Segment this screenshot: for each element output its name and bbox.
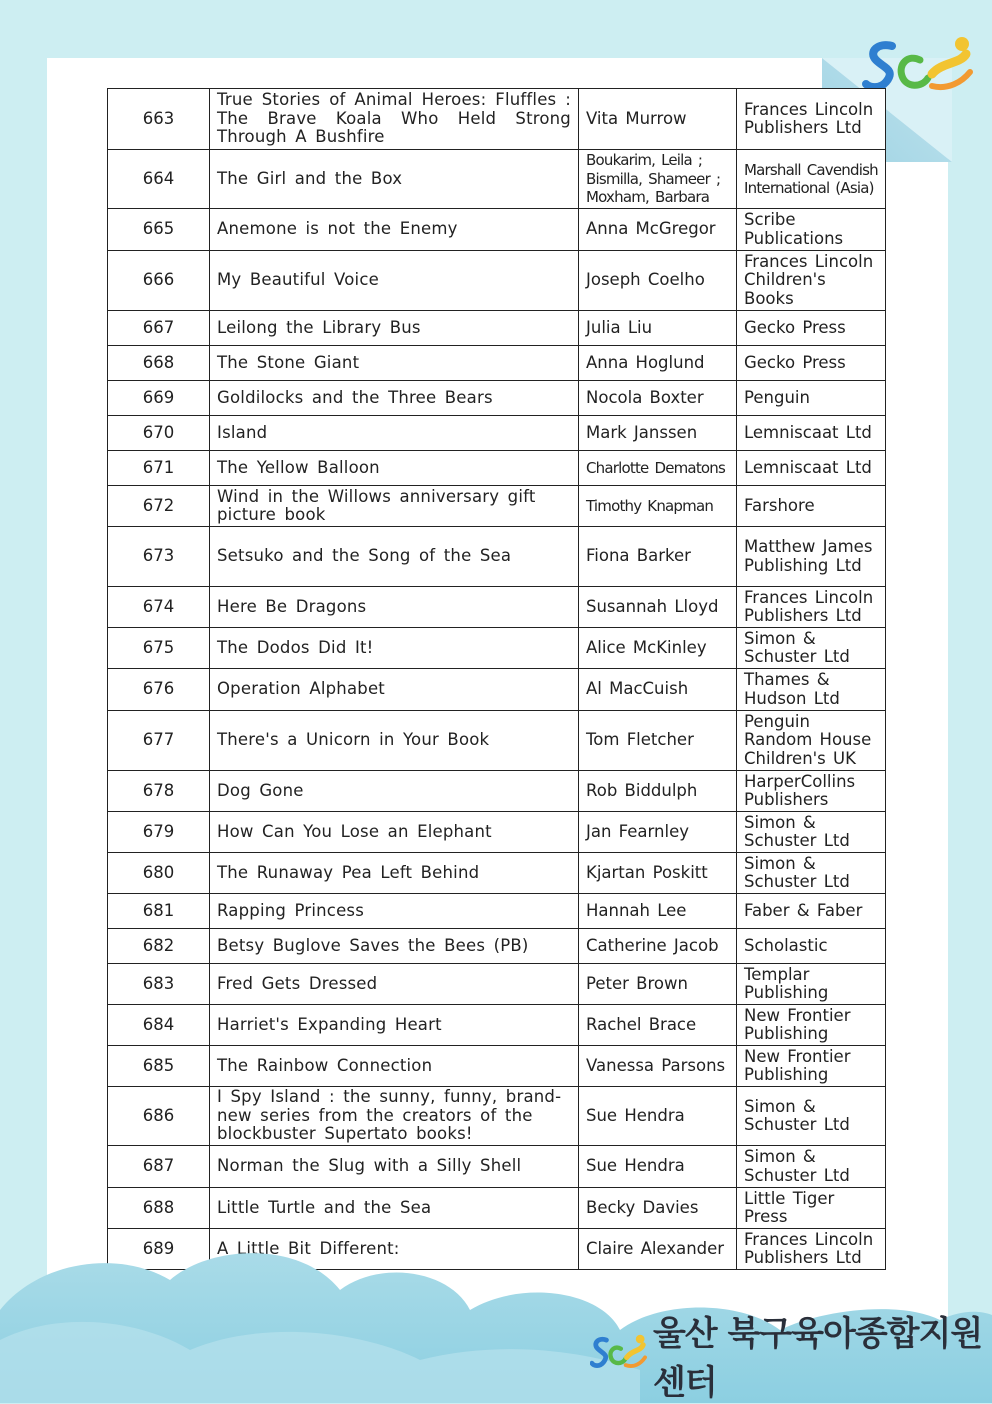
book-publisher: Frances Lincoln Publishers Ltd <box>737 1229 886 1270</box>
table-row <box>108 1087 886 1146</box>
book-number: 684 <box>108 1005 210 1046</box>
table-row <box>108 486 886 527</box>
table-row <box>108 929 886 964</box>
book-title: True Stories of Animal Heroes: Fluffles : The Brave Koala Who Held Strong Through A Bushfire <box>210 89 579 150</box>
book-publisher: Frances Lincoln Publishers Ltd <box>737 587 886 628</box>
book-author: Sue Hendra <box>579 1146 737 1188</box>
book-title: The Girl and the Box <box>210 150 579 209</box>
book-publisher: Scribe Publications <box>737 209 886 251</box>
book-number: 682 <box>108 929 210 964</box>
book-title: Here Be Dragons <box>210 587 579 628</box>
book-title: There's a Unicorn in Your Book <box>210 711 579 771</box>
book-publisher: Little Tiger Press <box>737 1188 886 1229</box>
table-row <box>108 346 886 381</box>
book-number: 687 <box>108 1146 210 1188</box>
book-author: Anna Hoglund <box>579 346 737 381</box>
book-author: Boukarim, Leila ; Bismilla, Shameer ; Moxham, Barbara <box>579 150 737 209</box>
book-number: 674 <box>108 587 210 628</box>
book-number: 683 <box>108 964 210 1005</box>
book-number: 681 <box>108 894 210 929</box>
table-row <box>108 1005 886 1046</box>
book-number: 689 <box>108 1229 210 1270</box>
book-title: Anemone is not the Enemy <box>210 209 579 251</box>
book-publisher: Gecko Press <box>737 311 886 346</box>
book-publisher: Simon & Schuster Ltd <box>737 628 886 669</box>
book-title: How Can You Lose an Elephant <box>210 812 579 853</box>
book-number: 667 <box>108 311 210 346</box>
book-publisher: Penguin Random House Children's UK <box>737 711 886 771</box>
book-title: Little Turtle and the Sea <box>210 1188 579 1229</box>
table-row <box>108 1046 886 1087</box>
book-title: The Runaway Pea Left Behind <box>210 853 579 894</box>
book-author: Al MacCuish <box>579 669 737 711</box>
book-number: 677 <box>108 711 210 771</box>
book-author: Catherine Jacob <box>579 929 737 964</box>
book-publisher: Simon & Schuster Ltd <box>737 1087 886 1146</box>
table-row <box>108 1188 886 1229</box>
book-author: Joseph Coelho <box>579 251 737 311</box>
table-row <box>108 89 886 150</box>
book-author: Mark Janssen <box>579 416 737 451</box>
book-number: 686 <box>108 1087 210 1146</box>
book-title: Setsuko and the Song of the Sea <box>210 527 579 587</box>
book-number: 688 <box>108 1188 210 1229</box>
organization-name: 울산 북구육아종합지원센터 <box>652 1314 983 1403</box>
book-list-table <box>107 88 886 1270</box>
table-row <box>108 527 886 587</box>
book-publisher: Gecko Press <box>737 346 886 381</box>
table-row <box>108 964 886 1005</box>
book-number: 668 <box>108 346 210 381</box>
book-author: Tom Fletcher <box>579 711 737 771</box>
table-row <box>108 150 886 209</box>
book-number: 675 <box>108 628 210 669</box>
book-author: Susannah Lloyd <box>579 587 737 628</box>
book-publisher: New Frontier Publishing <box>737 1046 886 1087</box>
book-publisher: Simon & Schuster Ltd <box>737 812 886 853</box>
book-number: 664 <box>108 150 210 209</box>
book-author: Alice McKinley <box>579 628 737 669</box>
book-author: Peter Brown <box>579 964 737 1005</box>
book-author: Jan Fearnley <box>579 812 737 853</box>
book-number: 663 <box>108 89 210 150</box>
book-title: Operation Alphabet <box>210 669 579 711</box>
table-row <box>108 209 886 251</box>
book-author: Vanessa Parsons <box>579 1046 737 1087</box>
table-row <box>108 1146 886 1188</box>
book-title: Dog Gone <box>210 771 579 812</box>
book-title: The Yellow Balloon <box>210 451 579 486</box>
book-number: 679 <box>108 812 210 853</box>
book-title: Rapping Princess <box>210 894 579 929</box>
book-publisher: Templar Publishing <box>737 964 886 1005</box>
book-publisher: Scholastic <box>737 929 886 964</box>
book-title: Leilong the Library Bus <box>210 311 579 346</box>
book-number: 685 <box>108 1046 210 1087</box>
book-author: Julia Liu <box>579 311 737 346</box>
table-row <box>108 451 886 486</box>
book-number: 671 <box>108 451 210 486</box>
table-row <box>108 381 886 416</box>
table-row <box>108 311 886 346</box>
footer-brand <box>590 1314 992 1403</box>
book-author: Nocola Boxter <box>579 381 737 416</box>
book-publisher: Farshore <box>737 486 886 527</box>
book-publisher: New Frontier Publishing <box>737 1005 886 1046</box>
book-author: Kjartan Poskitt <box>579 853 737 894</box>
book-publisher: Thames & Hudson Ltd <box>737 669 886 711</box>
book-number: 680 <box>108 853 210 894</box>
book-author: Becky Davies <box>579 1188 737 1229</box>
book-publisher: Simon & Schuster Ltd <box>737 853 886 894</box>
book-number: 678 <box>108 771 210 812</box>
brand-logo-icon <box>590 1326 647 1384</box>
book-title: Island <box>210 416 579 451</box>
book-author: Claire Alexander <box>579 1229 737 1270</box>
book-publisher: Matthew James Publishing Ltd <box>737 527 886 587</box>
book-publisher: Frances Lincoln Children's Books <box>737 251 886 311</box>
table-row <box>108 669 886 711</box>
book-title: Betsy Buglove Saves the Bees (PB) <box>210 929 579 964</box>
table-row <box>108 853 886 894</box>
book-number: 665 <box>108 209 210 251</box>
book-author: Rachel Brace <box>579 1005 737 1046</box>
book-publisher: Faber & Faber <box>737 894 886 929</box>
book-publisher: Lemniscaat Ltd <box>737 451 886 486</box>
book-publisher: Frances Lincoln Publishers Ltd <box>737 89 886 150</box>
table-row <box>108 251 886 311</box>
book-title: A Little Bit Different: <box>210 1229 579 1270</box>
table-row <box>108 587 886 628</box>
book-number: 666 <box>108 251 210 311</box>
table-row <box>108 812 886 853</box>
book-number: 673 <box>108 527 210 587</box>
book-title: The Rainbow Connection <box>210 1046 579 1087</box>
book-publisher: HarperCollins Publishers <box>737 771 886 812</box>
book-author: Charlotte Dematons <box>579 451 737 486</box>
book-title: Fred Gets Dressed <box>210 964 579 1005</box>
book-title: Harriet's Expanding Heart <box>210 1005 579 1046</box>
book-title: My Beautiful Voice <box>210 251 579 311</box>
book-title: Norman the Slug with a Silly Shell <box>210 1146 579 1188</box>
book-author: Hannah Lee <box>579 894 737 929</box>
book-publisher: Marshall Cavendish International (Asia) <box>737 150 886 209</box>
book-publisher: Lemniscaat Ltd <box>737 416 886 451</box>
book-title: Wind in the Willows anniversary gift picture book <box>210 486 579 527</box>
book-title: The Dodos Did It! <box>210 628 579 669</box>
book-number: 669 <box>108 381 210 416</box>
book-title: The Stone Giant <box>210 346 579 381</box>
table-row <box>108 894 886 929</box>
book-title: Goldilocks and the Three Bears <box>210 381 579 416</box>
table-row <box>108 711 886 771</box>
book-author: Fiona Barker <box>579 527 737 587</box>
table-row <box>108 416 886 451</box>
book-author: Vita Murrow <box>579 89 737 150</box>
book-title: I Spy Island : the sunny, funny, brand-new series from the creators of the blockbuster Supertato books! <box>210 1087 579 1146</box>
book-number: 672 <box>108 486 210 527</box>
book-author: Rob Biddulph <box>579 771 737 812</box>
table-row <box>108 628 886 669</box>
book-publisher: Simon & Schuster Ltd <box>737 1146 886 1188</box>
book-number: 676 <box>108 669 210 711</box>
book-number: 670 <box>108 416 210 451</box>
book-publisher: Penguin <box>737 381 886 416</box>
book-author: Sue Hendra <box>579 1087 737 1146</box>
book-author: Timothy Knapman <box>579 486 737 527</box>
book-author: Anna McGregor <box>579 209 737 251</box>
table-row <box>108 771 886 812</box>
